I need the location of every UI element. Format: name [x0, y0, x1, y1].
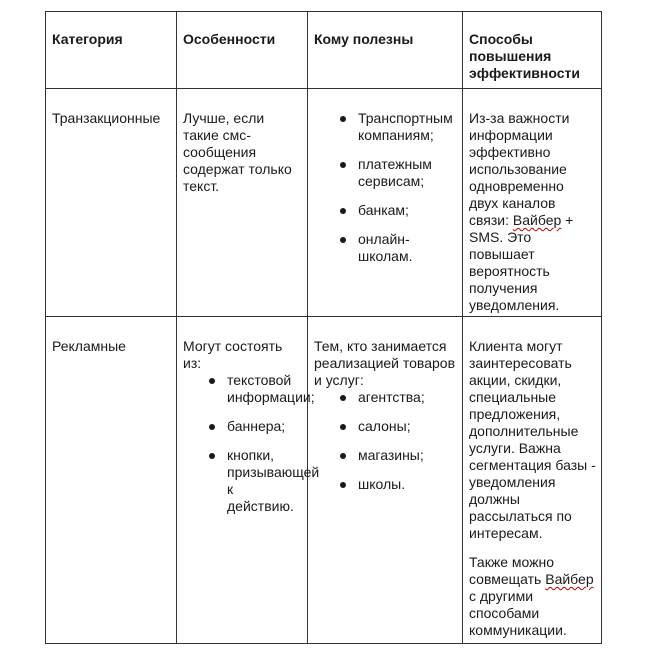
list-item: [183, 418, 303, 435]
list-item: [314, 110, 458, 144]
spellcheck-word: Вайбер: [512, 212, 562, 228]
row1-category: Транзакционные: [52, 110, 161, 126]
efficiency-text: с другими способами коммуникации.: [469, 588, 567, 638]
list-item-text: банкам;: [358, 202, 409, 218]
list-item-text: баннера;: [227, 418, 286, 434]
row1-features: Лучше, если такие смс-сообщения содержат только текст.: [183, 110, 292, 194]
header-cell: [463, 12, 602, 89]
table-cell: [177, 89, 308, 317]
row2-efficiency: [463, 317, 601, 639]
header-cell: [46, 12, 177, 89]
header-cell: [308, 12, 463, 89]
bullet-icon: [209, 424, 215, 430]
list-item-text: школы.: [358, 476, 406, 492]
bullet-icon: [340, 424, 346, 430]
bullet-icon: [340, 162, 346, 168]
bullet-icon: [340, 482, 346, 488]
header-features: Особенности: [183, 31, 276, 47]
efficiency-paragraph: [469, 554, 597, 639]
bullet-list: [314, 110, 458, 265]
list-item: [314, 231, 458, 265]
spellcheck-word: Вайбер: [545, 571, 594, 587]
bullet-list: [314, 389, 458, 493]
table-cell: [308, 89, 463, 317]
table-cell: [308, 317, 463, 644]
efficiency-text: Также можно совмещать: [469, 554, 555, 587]
list-item: [314, 202, 458, 219]
table-row: [46, 89, 602, 317]
list-item-text: агентства;: [358, 389, 425, 405]
list-item: [314, 476, 458, 493]
list-item-text: платежным сервисам;: [358, 156, 432, 189]
list-item-text: кнопки, призывающей к действию.: [227, 447, 320, 514]
efficiency-text: + SMS. Это повышает вероятность получения уведомления.: [469, 212, 574, 313]
row1-efficiency: [463, 89, 601, 314]
features-intro: Могут состоять из:: [183, 338, 283, 371]
bullet-icon: [340, 208, 346, 214]
bullet-icon: [340, 453, 346, 459]
row2-useful-for: [308, 317, 462, 493]
efficiency-text: Из-за важности информации эффективно использование одновременно двух каналов связи:: [469, 110, 570, 228]
table-cell: [46, 317, 177, 644]
list-item-text: текстовой информации;: [227, 372, 315, 405]
header-useful-for: Кому полезны: [314, 31, 414, 47]
header-category: Категория: [52, 31, 123, 47]
table-header-row: [46, 12, 602, 89]
table-cell: [177, 317, 320, 644]
bullet-icon: [209, 453, 215, 459]
row1-useful-for: [308, 89, 462, 265]
row2-features: [177, 317, 320, 515]
header-efficiency: Способы повышения эффективности: [469, 31, 580, 81]
bullet-icon: [209, 378, 215, 384]
row2-category: Рекламные: [52, 338, 126, 354]
bullet-icon: [340, 116, 346, 122]
comparison-table: [45, 11, 602, 644]
header-cell: [177, 12, 308, 89]
table-cell: [46, 89, 177, 317]
list-item: [314, 389, 458, 406]
bullet-list: [183, 372, 320, 515]
table-cell: [463, 89, 602, 317]
list-item: [314, 447, 458, 464]
bullet-icon: [340, 395, 346, 401]
table-cell: [463, 317, 602, 644]
table-row: [46, 317, 602, 644]
list-item-text: магазины;: [358, 447, 424, 463]
list-item-text: онлайн-школам.: [358, 231, 413, 264]
list-item-text: Транспортным компаниям;: [358, 110, 453, 143]
list-item: [314, 418, 458, 435]
efficiency-paragraph: Клиента могут заинтересовать акции, скидки, специальные предложения, дополнительные услуги. Важна сегментация базы - уведомления должны рассылаться по интересам.: [469, 338, 596, 541]
list-item: [183, 447, 320, 515]
list-item-text: салоны;: [358, 418, 411, 434]
useful-intro: Тем, кто занимается реализацией товаров и услуг:: [314, 338, 456, 388]
list-item: [314, 156, 458, 190]
list-item: [183, 372, 315, 406]
bullet-icon: [340, 237, 346, 243]
